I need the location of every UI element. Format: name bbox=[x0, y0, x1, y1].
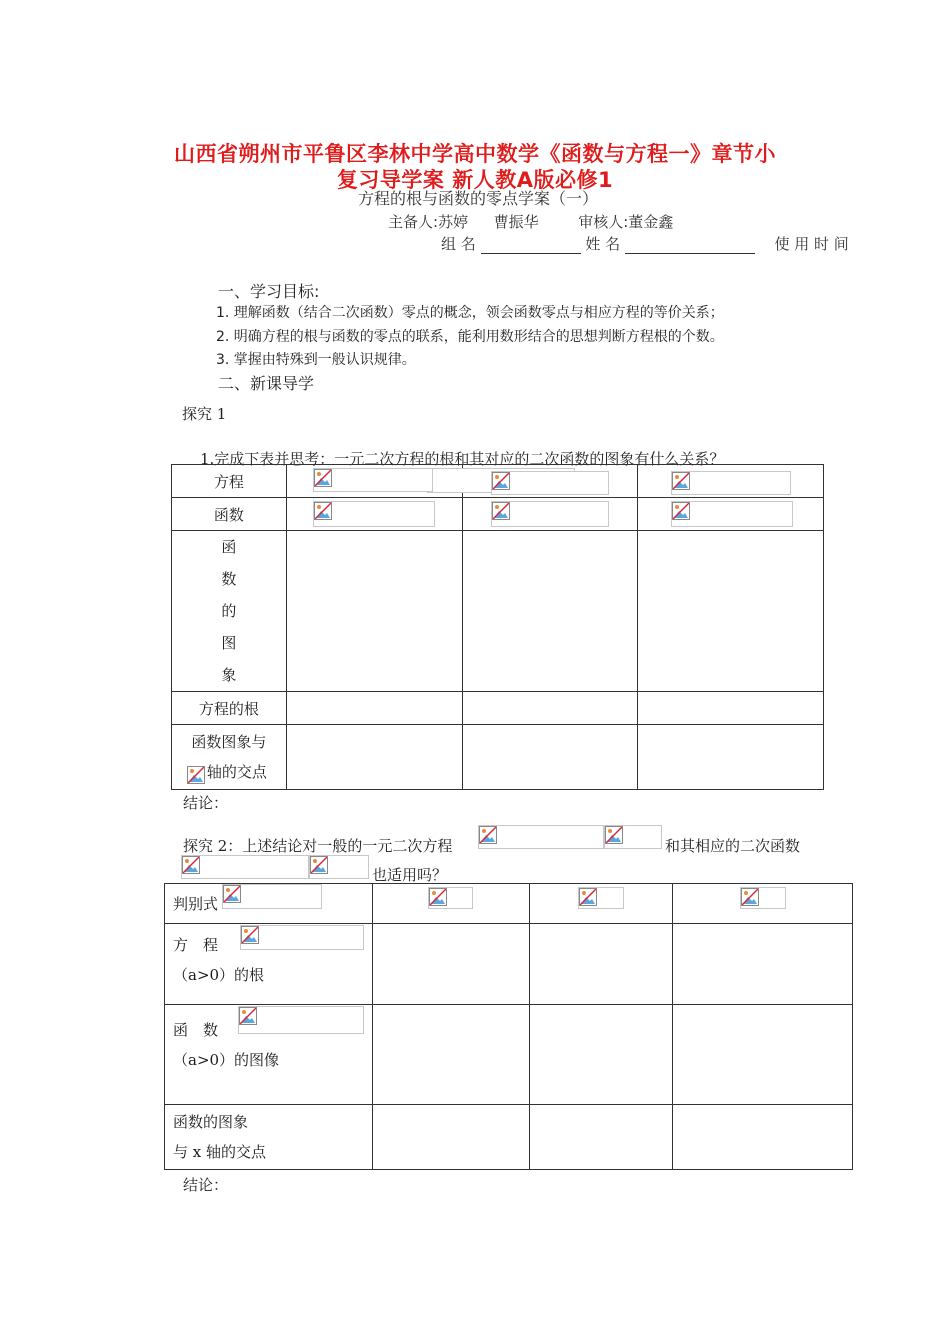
graph-char: 的 bbox=[221, 602, 237, 620]
eq-label-line2: （a>0）的根 bbox=[173, 966, 265, 984]
fn-label-line2: （a>0）的图像 bbox=[173, 1051, 280, 1069]
row-label-function: 函数 bbox=[172, 498, 287, 531]
explore2-conclusion: 结论： bbox=[183, 1176, 229, 1194]
int-label-line2: 与 x 轴的交点 bbox=[173, 1143, 266, 1161]
broken-image-icon bbox=[672, 472, 690, 490]
formula-image-placeholder bbox=[187, 766, 205, 784]
section1-heading: 一、学习目标: bbox=[218, 282, 320, 301]
roots-cell[interactable] bbox=[286, 692, 462, 725]
eq-label-line1: 方 程 bbox=[173, 936, 219, 954]
graph-char: 函 bbox=[221, 538, 237, 556]
authors-line bbox=[388, 211, 673, 232]
broken-image-icon bbox=[182, 856, 200, 874]
row-label-x-intersection bbox=[165, 1105, 373, 1170]
formula-image-placeholder bbox=[313, 501, 435, 527]
equation-roots-cell[interactable] bbox=[372, 924, 529, 1005]
broken-image-icon bbox=[314, 502, 332, 520]
broken-image-icon bbox=[492, 502, 510, 520]
graph-char: 图 bbox=[221, 634, 237, 652]
goal-item: 3. 掌握由特殊到一般认识规律。 bbox=[216, 352, 416, 368]
group-label: 组 名 bbox=[441, 235, 476, 253]
fn-label-line1: 函 数 bbox=[173, 1021, 219, 1039]
intersection-label-line1: 函数图象与 bbox=[191, 733, 267, 751]
formula-image-placeholder bbox=[671, 501, 793, 527]
function-graph-cell[interactable] bbox=[372, 1005, 529, 1105]
explore1-question: 1.完成下表并思考：一元二次方程的根和其对应的二次函数的图象有什么关系？ bbox=[200, 450, 725, 468]
formula-image-placeholder bbox=[478, 825, 604, 849]
broken-image-icon bbox=[672, 502, 690, 520]
equation-roots-cell[interactable] bbox=[529, 924, 673, 1005]
broken-image-icon bbox=[605, 826, 623, 844]
formula-image-placeholder bbox=[240, 925, 364, 950]
row-label-graph bbox=[172, 531, 287, 692]
equation-roots-cell[interactable] bbox=[673, 924, 853, 1005]
broken-image-icon bbox=[239, 1007, 257, 1025]
formula-image-placeholder bbox=[238, 1006, 364, 1034]
broken-image-icon bbox=[579, 888, 597, 906]
broken-image-icon bbox=[492, 472, 510, 490]
row-label-roots: 方程的根 bbox=[172, 692, 287, 725]
roots-cell[interactable] bbox=[638, 692, 824, 725]
broken-image-icon bbox=[314, 469, 332, 487]
name-label: 姓 名 bbox=[585, 235, 621, 253]
row-label-discriminant: 判别式 bbox=[165, 884, 373, 924]
function-graph-cell[interactable] bbox=[529, 1005, 673, 1105]
broken-image-icon bbox=[429, 888, 447, 906]
graph-cell[interactable] bbox=[638, 531, 824, 692]
x-intersection-cell[interactable] bbox=[673, 1105, 853, 1170]
formula-image-placeholder bbox=[740, 887, 786, 909]
formula-image-placeholder bbox=[181, 855, 309, 879]
explore1-label: 探究 1 bbox=[182, 405, 227, 423]
explore2-mid: 和其相应的二次函数 bbox=[665, 837, 801, 855]
int-label-line1: 函数的图象 bbox=[173, 1113, 249, 1131]
roots-cell[interactable] bbox=[462, 692, 638, 725]
graph-cell[interactable] bbox=[462, 531, 638, 692]
header-fields bbox=[441, 233, 849, 254]
time-label: 使 用 时 间 bbox=[774, 235, 849, 253]
broken-image-icon bbox=[310, 856, 328, 874]
goal-item: 1. 理解函数（结合二次函数）零点的概念，领会函数零点与相应方程的等价关系； bbox=[216, 305, 724, 321]
goal-item: 2. 明确方程的根与函数的零点的联系，能利用数形结合的思想判断方程根的个数。 bbox=[216, 329, 724, 345]
document-title-line2: 复习导学案 新人教A版必修1 bbox=[336, 168, 614, 192]
reviewer-name: 董金鑫 bbox=[628, 213, 674, 231]
intersection-cell[interactable] bbox=[638, 725, 824, 790]
formula-image-placeholder bbox=[313, 468, 433, 492]
function-graph-cell[interactable] bbox=[673, 1005, 853, 1105]
intersection-label-line2: 轴的交点 bbox=[206, 763, 267, 781]
broken-image-icon bbox=[241, 926, 259, 944]
graph-cell[interactable] bbox=[286, 531, 462, 692]
formula-image-placeholder bbox=[222, 884, 322, 909]
name-blank[interactable] bbox=[625, 239, 755, 254]
document-subtitle: 方程的根与函数的零点学案（一） bbox=[358, 189, 599, 208]
intersection-cell[interactable] bbox=[286, 725, 462, 790]
row-label-equation: 方程 bbox=[172, 465, 287, 498]
formula-image-placeholder bbox=[491, 501, 609, 527]
preparer-name: 苏婷 bbox=[438, 213, 469, 231]
broken-image-icon bbox=[187, 766, 205, 784]
broken-image-icon bbox=[479, 826, 497, 844]
formula-image-placeholder bbox=[604, 825, 662, 849]
graph-char: 数 bbox=[221, 570, 237, 588]
broken-image-icon bbox=[223, 885, 241, 903]
formula-image-placeholder bbox=[309, 855, 369, 879]
intersection-cell[interactable] bbox=[462, 725, 638, 790]
co-author-name: 曹振华 bbox=[493, 213, 539, 231]
x-intersection-cell[interactable] bbox=[529, 1105, 673, 1170]
explore2-lead: 探究 2：上述结论对一般的一元二次方程 bbox=[183, 837, 453, 855]
formula-image-placeholder bbox=[671, 471, 791, 495]
document-title-line1: 山西省朔州市平鲁区李林中学高中数学《函数与方程一》章节小 bbox=[174, 142, 776, 166]
explore1-conclusion: 结论： bbox=[183, 794, 229, 812]
broken-image-icon bbox=[741, 888, 759, 906]
section2-heading: 二、新课导学 bbox=[218, 374, 315, 393]
preparer-label: 主备人: bbox=[388, 213, 439, 231]
graph-char: 象 bbox=[221, 666, 237, 684]
explore2-tail: 也适用吗？ bbox=[372, 866, 448, 884]
formula-image-placeholder bbox=[578, 887, 624, 909]
group-blank[interactable] bbox=[481, 239, 581, 254]
x-intersection-cell[interactable] bbox=[372, 1105, 529, 1170]
formula-image-placeholder bbox=[491, 471, 609, 495]
reviewer-label: 审核人: bbox=[578, 213, 629, 231]
formula-image-placeholder bbox=[428, 887, 473, 909]
